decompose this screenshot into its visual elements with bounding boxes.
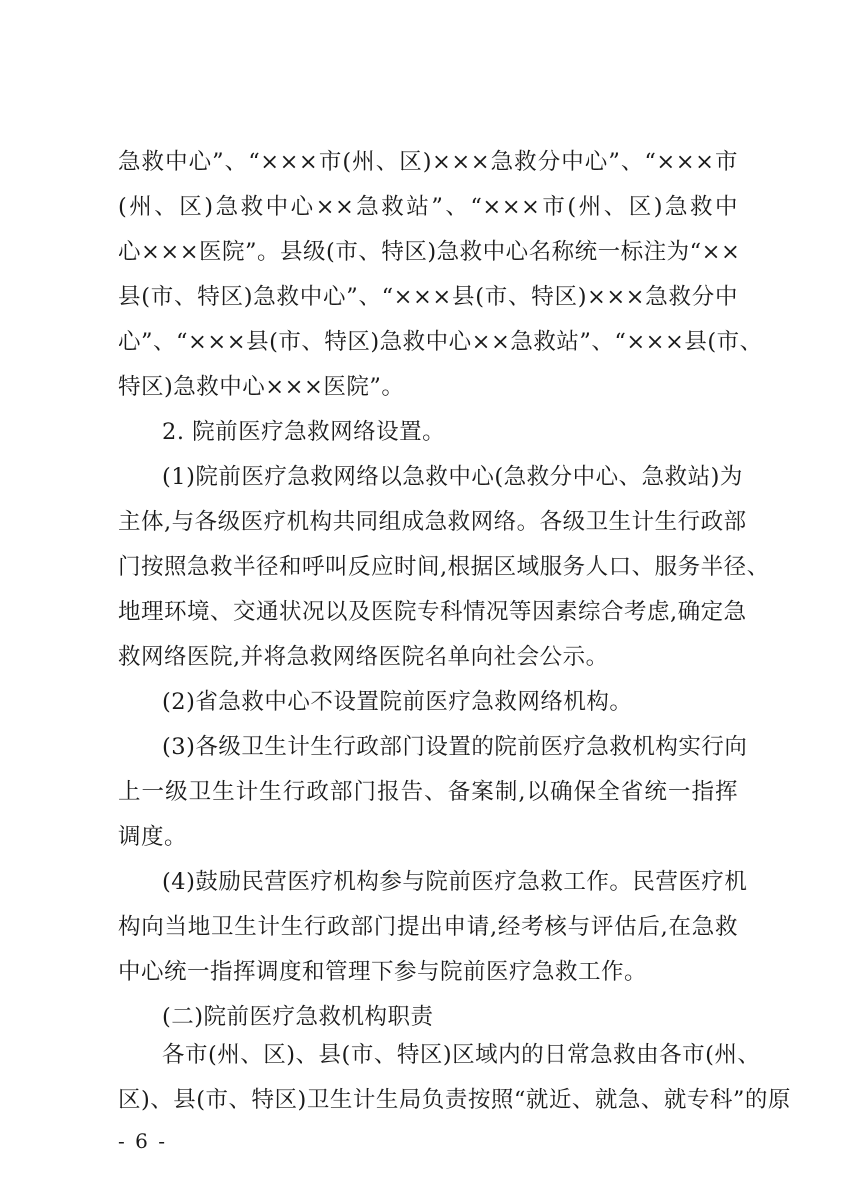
text-line: 调度。: [118, 824, 188, 850]
section-heading: (二)院前医疗急救机构职责: [162, 1004, 434, 1030]
text-line: 各市(州、区)、县(市、特区)区域内的日常急救由各市(州、: [162, 1042, 761, 1068]
text-line: 门按照急救半径和呼叫反应时间,根据区域服务人口、服务半径、: [118, 554, 770, 580]
text-line: (州、区)急救中心××急救站”、“×××市(州、区)急救中: [118, 194, 738, 220]
text-line: 急救中心”、“×××市(州、区)×××急救分中心”、“×××市: [118, 149, 738, 175]
text-line: 救网络医院,并将急救网络医院名单向社会公示。: [118, 644, 609, 670]
text-line: 心×××医院”。县级(市、特区)急救中心名称统一标注为“××: [118, 239, 741, 265]
text-line: (2)省急救中心不设置院前医疗急救网络机构。: [162, 689, 633, 715]
text-line: 上一级卫生计生行政部门报告、备案制,以确保全省统一指挥: [118, 779, 738, 805]
text-line: (3)各级卫生计生行政部门设置的院前医疗急救机构实行向: [162, 734, 748, 760]
text-line: 中心统一指挥调度和管理下参与院前医疗急救工作。: [118, 959, 648, 985]
text-line: 心”、“×××县(市、特区)急救中心××急救站”、“×××县(市、: [118, 329, 763, 355]
text-line: (1)院前医疗急救网络以急救中心(急救分中心、急救站)为: [162, 464, 743, 490]
text-line: 构向当地卫生计生行政部门提出申请,经考核与评估后,在急救: [118, 914, 738, 940]
text-line: 特区)急救中心×××医院”。: [118, 374, 405, 400]
text-line: 地理环境、交通状况以及医院专科情况等因素综合考虑,确定急: [118, 599, 747, 625]
text-line: 县(市、特区)急救中心”、“×××县(市、特区)×××急救分中: [118, 284, 738, 310]
text-line: 主体,与各级医疗机构共同组成急救网络。各级卫生计生行政部: [118, 509, 747, 535]
text-line: 区)、县(市、特区)卫生计生局负责按照“就近、就急、就专科”的原: [118, 1087, 791, 1113]
section-heading: 2. 院前医疗急救网络设置。: [162, 419, 446, 445]
page-number: - 6 -: [118, 1129, 167, 1153]
text-line: (4)鼓励民营医疗机构参与院前医疗急救工作。民营医疗机: [162, 869, 748, 895]
